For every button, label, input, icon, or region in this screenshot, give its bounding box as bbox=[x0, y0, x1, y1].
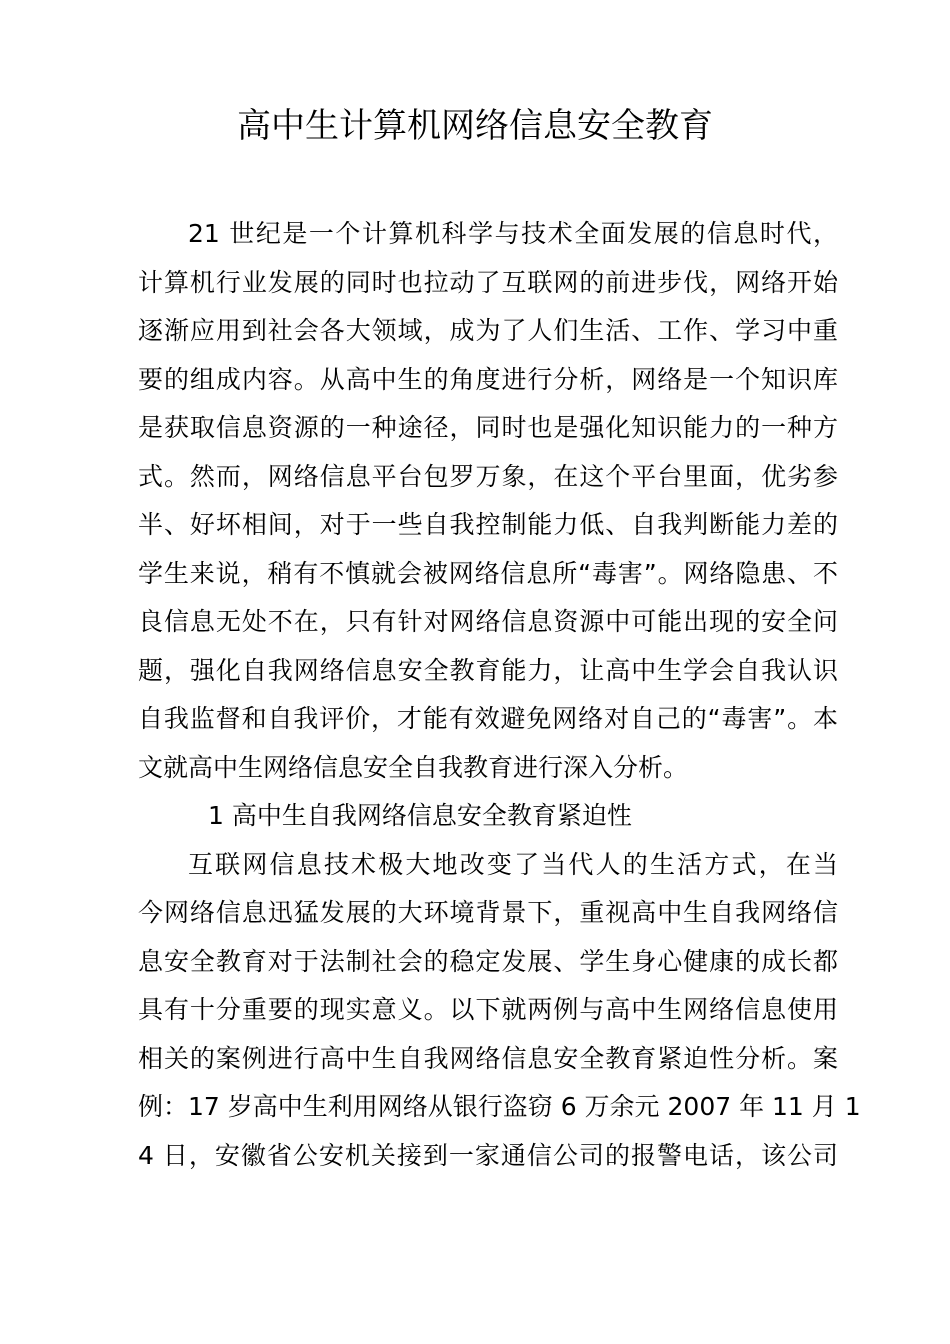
intro-paragraph-line: 是获取信息资源的一种途径，同时也是强化知识能力的一种方 bbox=[138, 413, 838, 442]
intro-paragraph-line: 题，强化自我网络信息安全教育能力，让高中生学会自我认识 bbox=[138, 655, 838, 685]
section-paragraph-line: 相关的案例进行高中生自我网络信息安全教育紧迫性分析。案 bbox=[138, 1043, 838, 1073]
section-heading: 1 高中生自我网络信息安全教育紧迫性 bbox=[208, 801, 632, 830]
intro-paragraph-line: 文就高中生网络信息安全自我教育进行深入分析。 bbox=[138, 752, 689, 782]
intro-paragraph-line: 学生来说，稍有不慎就会被网络信息所“毒害”。网络隐患、不 bbox=[138, 558, 838, 588]
intro-paragraph-line: 21 世纪是一个计算机科学与技术全面发展的信息时代， bbox=[188, 219, 838, 248]
intro-paragraph-line: 逐渐应用到社会各大领域，成为了人们生活、工作、学习中重 bbox=[138, 316, 838, 345]
intro-paragraph-line: 良信息无处不在，只有针对网络信息资源中可能出现的安全问 bbox=[138, 607, 838, 636]
intro-paragraph-line: 要的组成内容。从高中生的角度进行分析，网络是一个知识库 bbox=[138, 364, 838, 394]
section-paragraph-line: 息安全教育对于法制社会的稳定发展、学生身心健康的成长都 bbox=[138, 946, 838, 976]
section-paragraph-line: 互联网信息技术极大地改变了当代人的生活方式，在当 bbox=[188, 849, 838, 879]
intro-paragraph-line: 式。然而，网络信息平台包罗万象，在这个平台里面，优劣参 bbox=[138, 461, 838, 491]
document-title: 高中生计算机网络信息安全教育 bbox=[237, 106, 713, 146]
intro-paragraph-line: 半、好坏相间，对于一些自我控制能力低、自我判断能力差的 bbox=[138, 510, 838, 539]
section-paragraph-line: 例：17 岁高中生利用网络从银行盗窃 6 万余元 2007 年 11 月 1 bbox=[138, 1092, 861, 1121]
intro-paragraph-line: 自我监督和自我评价，才能有效避免网络对自己的“毒害”。本 bbox=[138, 704, 838, 733]
section-paragraph-line: 今网络信息迅猛发展的大环境背景下，重视高中生自我网络信 bbox=[138, 898, 838, 927]
section-paragraph-line: 具有十分重要的现实意义。以下就两例与高中生网络信息使用 bbox=[138, 995, 838, 1024]
section-paragraph-line: 4 日，安徽省公安机关接到一家通信公司的报警电话，该公司 bbox=[138, 1140, 838, 1170]
document-body bbox=[138, 210, 861, 1180]
intro-paragraph-line: 计算机行业发展的同时也拉动了互联网的前进步伐，网络开始 bbox=[138, 267, 838, 297]
